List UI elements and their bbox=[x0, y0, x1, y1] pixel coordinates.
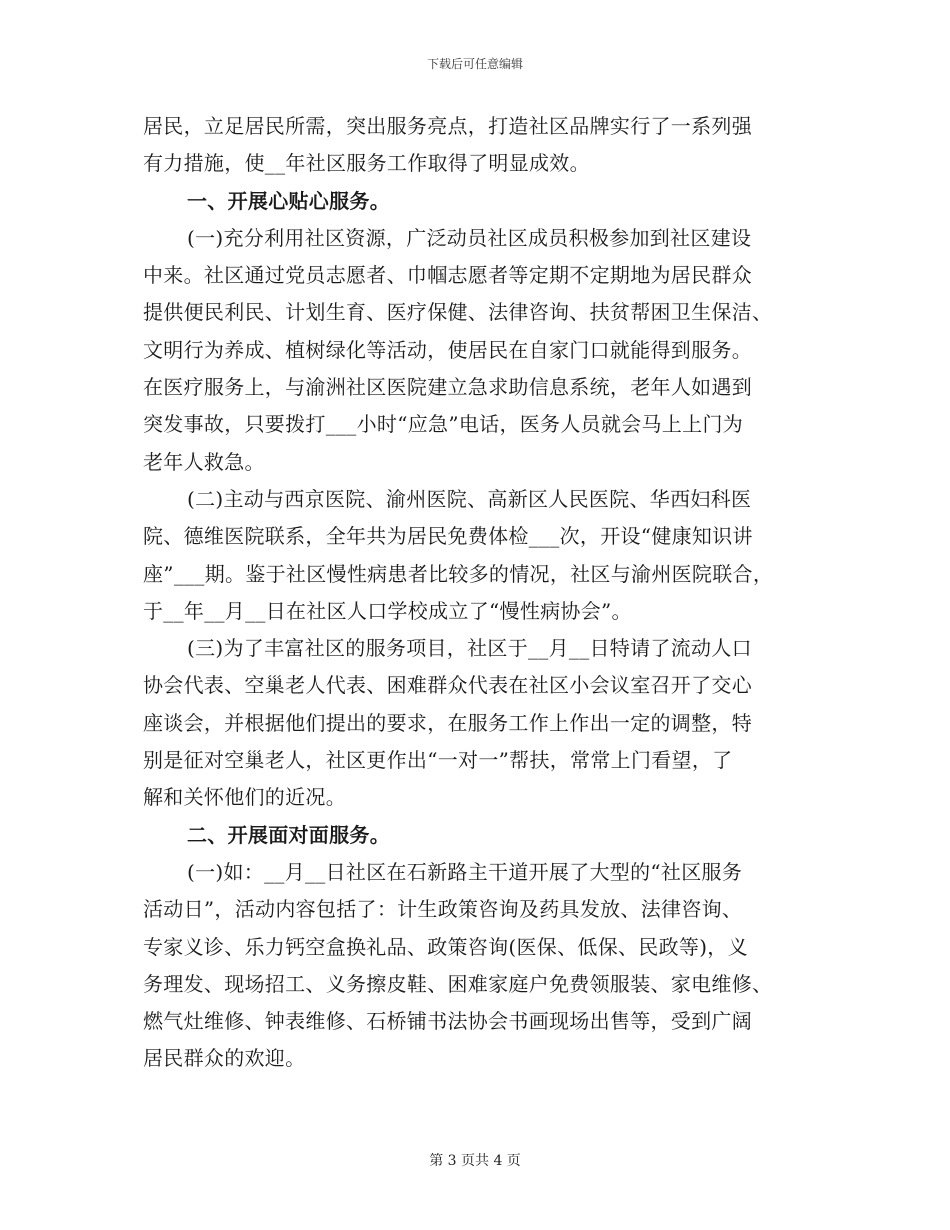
paragraph-line: 专家义诊、乐力钙空盒换礼品、政策咨询(医保、低保、民政等)，义 bbox=[143, 934, 748, 959]
paragraph-line: 别是征对空巢老人，社区更作出“一对一”帮扶，常常上门看望，了 bbox=[143, 748, 733, 773]
paragraph-line: 务理发、现场招工、义务擦皮鞋、困难家庭户免费领服装、家电维修、 bbox=[143, 971, 773, 996]
section-heading: 二、开展面对面服务。 bbox=[187, 822, 390, 847]
document-body bbox=[143, 108, 813, 1078]
paragraph-line: 燃气灶维修、钟表维修、石桥铺书法协会书画现场出售等，受到广阔 bbox=[143, 1009, 752, 1034]
paragraph-line: 座谈会，并根据他们提出的要求，在服务工作上作出一定的调整，特 bbox=[143, 710, 752, 735]
paragraph-line: 院、德维医院联系，全年共为居民免费体检___次，开设“健康知识讲 bbox=[143, 524, 753, 549]
paragraph-line: 文明行为养成、植树绿化等活动，使居民在自家门口就能得到服务。 bbox=[143, 337, 752, 362]
section-heading: 一、开展心贴心服务。 bbox=[187, 188, 390, 213]
paragraph-line: (一)充分利用社区资源，广泛动员社区成员积极参加到社区建设 bbox=[187, 225, 752, 250]
paragraph-line: 老年人救急。 bbox=[143, 449, 265, 474]
paragraph-line: 解和关怀他们的近况。 bbox=[143, 785, 346, 810]
page-number: 第 3 页共 4 页 bbox=[429, 1153, 521, 1169]
paragraph-line: 活动日”，活动内容包括了：计生政策咨询及药具发放、法律咨询、 bbox=[143, 897, 743, 922]
paragraph-line: 提供便民利民、计划生育、医疗保健、法律咨询、扶贫帮困卫生保洁、 bbox=[143, 300, 773, 325]
paragraph-line: 居民，立足居民所需，突出服务亮点，打造社区品牌实行了一系列强 bbox=[143, 114, 752, 138]
paragraph-line: 在医疗服务上，与渝洲社区医院建立急求助信息系统，老年人如遇到 bbox=[143, 375, 752, 400]
paragraph-line: 于__年__月__日在社区人口学校成立了“慢性病协会”。 bbox=[143, 598, 632, 623]
paragraph-line: 中来。社区通过党员志愿者、巾帼志愿者等定期不定期地为居民群众 bbox=[143, 263, 752, 288]
paragraph-line: 座”___期。鉴于社区慢性病患者比较多的情况，社区与渝州医院联合， bbox=[143, 561, 774, 586]
paragraph-line: (三)为了丰富社区的服务项目，社区于__月__日特请了流动人口 bbox=[187, 636, 752, 661]
page-header: 下载后可任意编辑 bbox=[426, 57, 523, 71]
paragraph-line: 协会代表、空巢老人代表、困难群众代表在社区小会议室召开了交心 bbox=[143, 673, 752, 698]
paragraph-line: 居民群众的欢迎。 bbox=[143, 1046, 306, 1071]
paragraph-line: (二)主动与西京医院、渝州医院、高新区人民医院、华西妇科医 bbox=[187, 486, 752, 511]
paragraph-line: (一)如：__月__日社区在石新路主干道开展了大型的“社区服务 bbox=[187, 859, 743, 884]
paragraph-line: 突发事故，只要拨打___小时“应急”电话，医务人员就会马上上门为 bbox=[143, 412, 744, 437]
paragraph-line: 有力措施，使__年社区服务工作取得了明显成效。 bbox=[143, 151, 590, 176]
